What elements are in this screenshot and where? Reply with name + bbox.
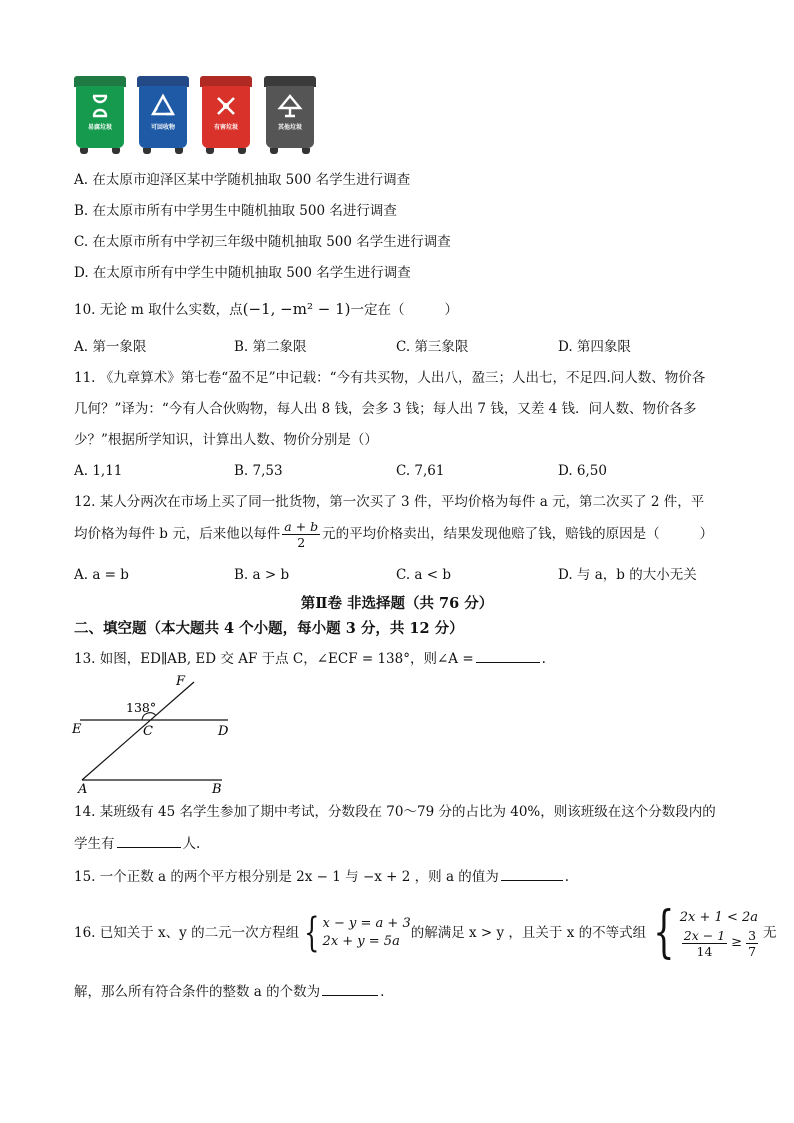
q15-end: . [564,869,570,885]
q12-option-d: D. 与 a，b 的大小无关 [558,567,697,583]
q16-pre: 16. 已知关于 x、y 的二元一次方程组 [74,925,300,941]
bin-hazardous [200,76,252,156]
q9-option-c: C. 在太原市所有中学初三年级中随机抽取 500 名学生进行调查 [74,234,451,250]
q12-option-b: B. a > b [234,567,290,583]
q10-option-c: C. 第三象限 [396,339,469,355]
q16-line-1 [74,900,777,966]
q16-inequality-system [646,900,760,965]
q14-line-2 [74,833,200,854]
bin-recyclable [137,76,189,156]
q11-option-b: B. 7,53 [234,463,283,479]
label-f: F [176,674,186,689]
q16-answer-blank[interactable] [322,981,378,996]
bin-label: 其他垃圾 [277,124,302,131]
q16-ineq-2-op: ≥ [731,935,743,950]
q12-frac-den: 2 [282,534,320,550]
q13-end: . [541,651,546,667]
q16-eq-1: x − y = a + 3 [322,916,411,931]
q10-point: (−1, −m² − 1) [242,300,351,318]
q12-line-2 [74,519,713,550]
q9-option-a: A. 在太原市迎泽区某中学随机抽取 500 名学生进行调查 [74,172,411,188]
bin-label: 可回收物 [150,124,175,131]
hourglass-icon [86,92,114,120]
q16-ineq-2-rden: 7 [748,943,757,959]
q12-fraction [282,519,320,550]
q11-option-d: D. 6,50 [558,463,607,479]
q13-text: 13. 如图，ED∥AB, ED 交 AF 于点 C，∠ECF = 138°，则∠A = [74,651,474,667]
bin-label: 有害垃圾 [213,124,238,131]
q11-line-1: 11. 《九章算术》第七卷“盈不足”中记载：“今有共买物，人出八，盈三；人出七，不足四.问人数、物价各 [74,370,706,386]
q14-line-2-post: 人. [182,836,201,852]
q12-close: ） [699,526,714,542]
q13-answer-blank[interactable] [476,648,540,663]
q11-option-a: A. 1,11 [74,463,123,479]
q16-tail: 无 [763,925,777,941]
q15-text: 15. 一个正数 a 的两个平方根分别是 2x − 1 与 −x + 2 ，则 a 的值为 [74,869,499,885]
q12-line-2-post: 元的平均价格卖出，结果发现他赔了钱，赔钱的原因是（ [322,526,660,542]
q11-line-3: 少？”根据所学知识，计算出人数、物价分别是（） [74,432,378,448]
q13-figure [66,672,246,796]
q12-line-1: 12. 某人分两次在市场上买了同一批货物，第一次买了 3 件，平均价格为每件 a 元，第二次买了 2 件，平 [74,494,705,510]
other-waste-icon [276,92,304,120]
q16-line-2-end: . [380,984,385,1000]
q12-option-a: A. a = b [74,567,129,583]
recycle-icon [149,92,177,120]
brace-icon: { [304,910,320,956]
q14-answer-blank[interactable] [117,833,181,848]
q16-equation-system [299,910,411,956]
q12-line-2-pre: 均价格为每件 b 元，后来他以每件 [74,526,281,542]
q13-stem [74,648,546,669]
q10-stem [74,299,458,320]
q12-frac-num: a + b [284,519,319,534]
q16-ineq-2-den: 14 [682,943,727,959]
hazard-icon [212,92,240,120]
q10-suffix: 一定在（ [350,302,405,318]
section-2-subtitle: 二、填空题（本大题共 4 个小题，每小题 3 分，共 12 分） [74,620,464,637]
bin-label: 易腐垃圾 [87,124,112,131]
q10-prefix: 10. 无论 m 取什么实数，点 [74,302,243,318]
q16-eq-2: 2x + y = 5a [322,934,400,949]
q14-line-2-pre: 学生有 [74,836,115,852]
q16-ineq-1: 2x + 1 < 2a [679,909,758,925]
q16-ineq-2-rnum: 3 [748,927,757,943]
q11-line-2: 几何？”译为：“今有人合伙购物，每人出 8 钱，会多 3 钱；每人出 7 钱，又差 4 钱．问人数、物价各多 [74,401,697,417]
q16-mid: 的解满足 x > y ，且关于 x 的不等式组 [410,925,647,941]
q12-option-c: C. a < b [396,567,452,583]
label-c: C [143,724,153,739]
bin-other [264,76,316,156]
brace-icon: { [653,900,675,965]
q15-stem [74,866,569,887]
q15-answer-blank[interactable] [501,866,563,881]
q16-line-2-pre: 解，那么所有符合条件的整数 a 的个数为 [74,984,321,1000]
q14-line-1: 14. 某班级有 45 名学生参加了期中考试，分数段在 70～79 分的占比为 40%，则该班级在这个分数段内的 [74,804,716,820]
q10-option-d: D. 第四象限 [558,339,631,355]
label-d: D [218,724,229,739]
line-af [82,682,194,780]
q9-option-d: D. 在太原市所有中学生中随机抽取 500 名学生进行调查 [74,265,411,281]
q16-ineq-2-num: 2x − 1 [683,927,726,943]
q16-ineq-2 [680,928,760,959]
label-e: E [72,722,82,737]
q10-option-a: A. 第一象限 [74,339,147,355]
q11-option-c: C. 7,61 [396,463,445,479]
q9-option-b: B. 在太原市所有中学男生中随机抽取 500 名进行调查 [74,203,397,219]
label-a: A [78,782,88,796]
label-angle: 138° [126,700,157,715]
bin-perishable [74,76,126,156]
q16-line-2 [74,981,384,1002]
section-2-title: 第Ⅱ卷 非选择题（共 76 分） [300,595,494,612]
garbage-bins-image [74,76,324,158]
q10-option-b: B. 第二象限 [234,339,307,355]
label-b: B [212,782,222,796]
q10-close: ） [444,302,458,318]
